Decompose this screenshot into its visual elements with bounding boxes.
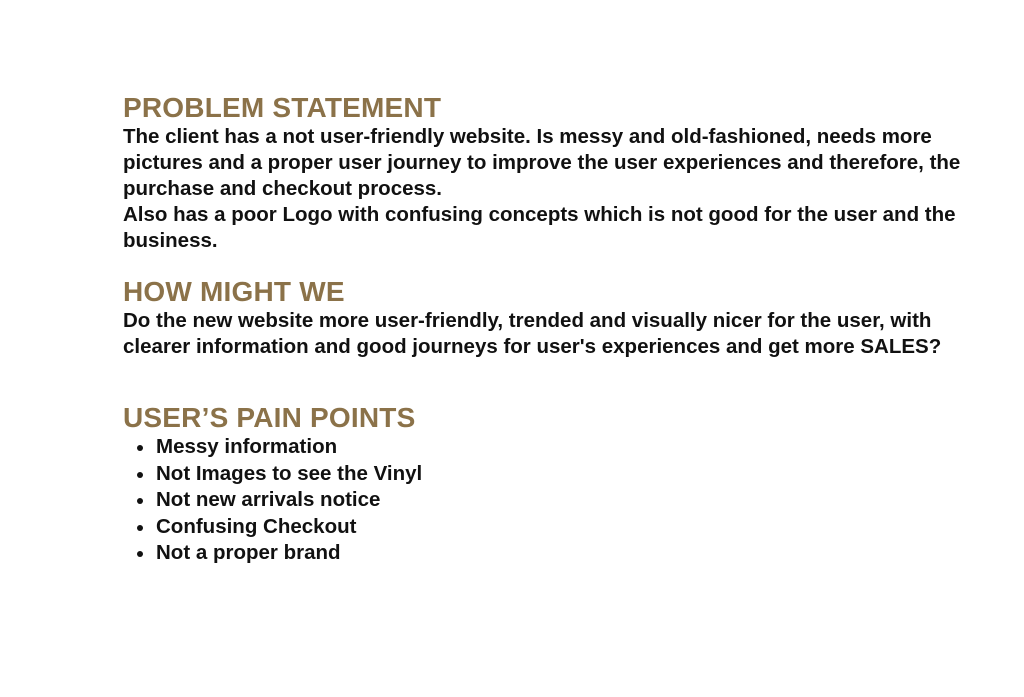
pain-point-label: Confusing Checkout [156, 514, 357, 538]
pain-point-label: Messy information [156, 435, 338, 458]
problem-statement-title: PROBLEM STATEMENT [123, 92, 442, 123]
document-content [123, 92, 983, 567]
problem-statement-paragraph-2: Also has a poor Logo with confusing concepts which is not good for the user and the business. [123, 203, 956, 252]
how-might-we-title: HOW MIGHT WE [123, 276, 345, 307]
pain-point-item [135, 487, 983, 514]
bullet-icon [137, 551, 143, 557]
pain-point-label: Not a proper brand [156, 541, 341, 564]
bullet-icon [137, 445, 143, 451]
pain-point-label: Not new arrivals notice [156, 488, 381, 511]
problem-statement-paragraph-1: The client has a not user-friendly website. Is messy and old-fashioned, needs more pictures and a proper user journey to improve the user experiences and therefore, the purchase and checkout process. [123, 125, 961, 200]
bullet-icon [137, 498, 143, 504]
bullet-icon [137, 525, 143, 531]
pain-points-list [123, 434, 983, 567]
pain-point-item [135, 434, 983, 461]
pain-point-label: Not Images to see the Vinyl [156, 461, 423, 485]
pain-point-item [135, 461, 983, 488]
pain-point-item [135, 540, 983, 567]
how-might-we-text: Do the new website more user-friendly, trended and visually nicer for the user, with clearer information and good journeys for user's experiences and get more SALES? [123, 309, 942, 358]
bullet-icon [137, 472, 143, 478]
pain-point-item [135, 514, 983, 541]
pain-points-title: USER’S PAIN POINTS [123, 402, 416, 433]
